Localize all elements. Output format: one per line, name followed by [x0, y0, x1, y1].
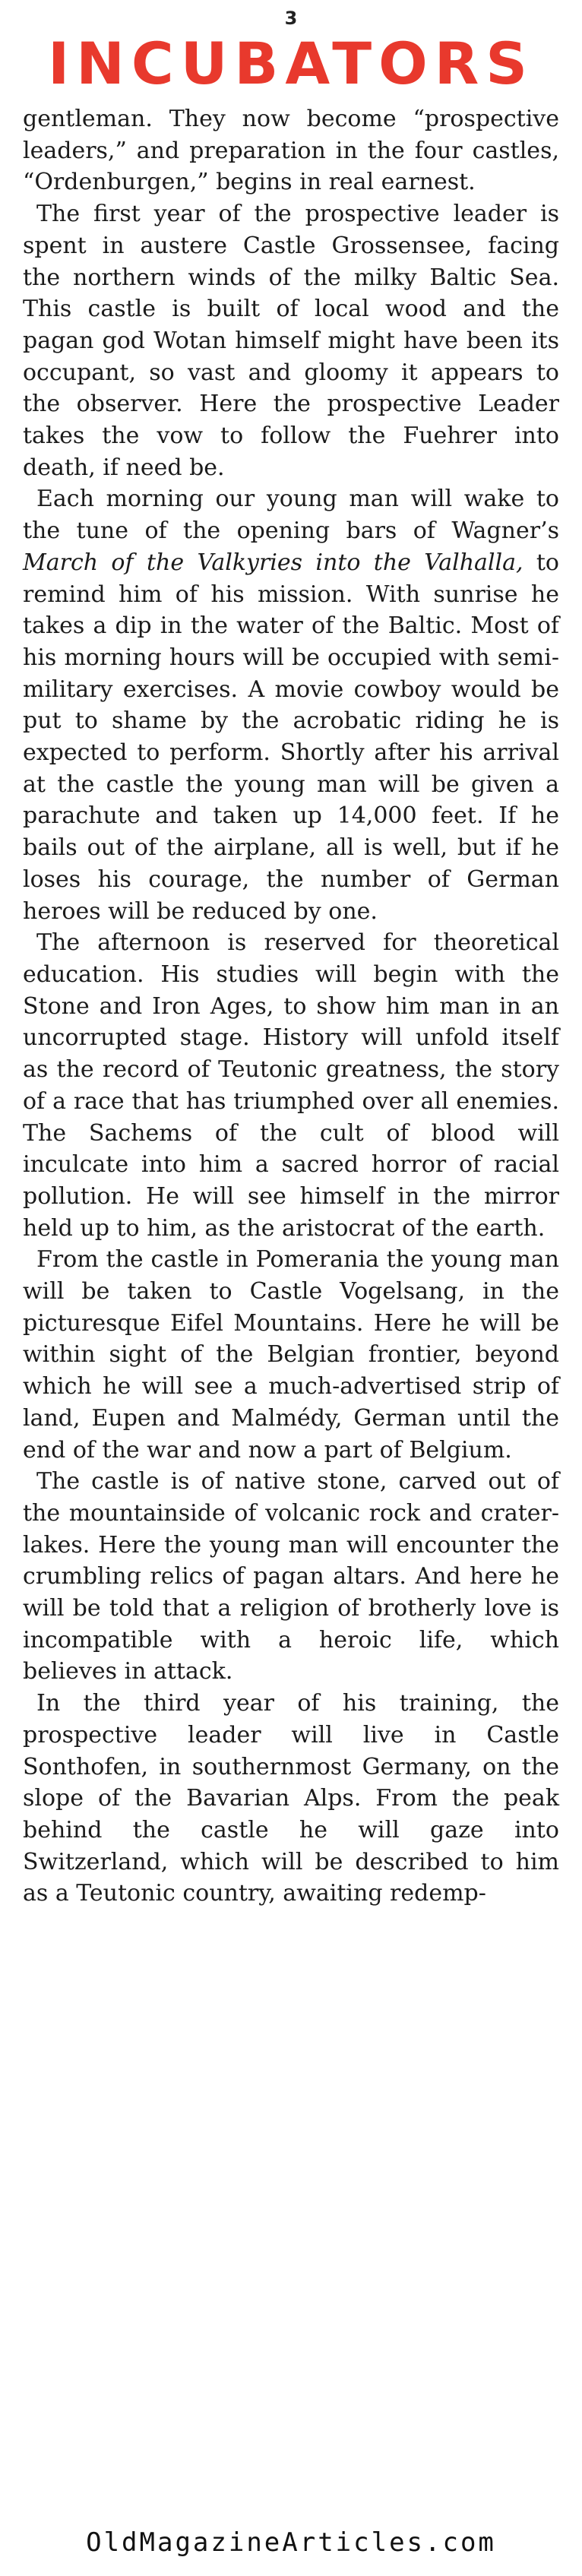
page-number: 3 — [284, 8, 298, 29]
paragraph-text-after-title: to remind him of his mission. With sunrise he takes a dip in the water of the Baltic. Most of his morning hours will be occupied with semi-military exercises. A movie cowboy would be put to shame by the acrobatic riding he is expected to perform. Shortly after his arrival at the castle the young man will be given a parachute and taken up 14,000 feet. If he bails out of the airplane, all is well, but if he loses his courage, the number of German heroes will be reduced by one. — [23, 549, 559, 925]
article-body — [23, 103, 559, 1910]
article-paragraph: In the third year of his training, the prospective leader will live in Castle Sonthofen, in southernmost Germany, on the slope of the Bavarian Alps. From the peak behind the castle he will gaze into Switzerland, which will be described to him as a Teutonic country, awaiting redemp- — [23, 1690, 559, 1907]
article-paragraph — [23, 483, 559, 927]
article-paragraph: The afternoon is reserved for theoretical education. His studies will begin with the Stone and Iron Ages, to show him man in an uncorrupted stage. History will unfold itself as the record of Teutonic greatness, the story of a race that has triumphed over all enemies. The Sachems of the cult of blood will inculcate into him a sacred horror of racial pollution. He will see himself in the mirror held up to him, as the aristocrat of the earth. — [23, 929, 559, 1242]
article-paragraph: The castle is of native stone, carved out of the mountainside of volcanic rock and crater-lakes. Here the young man will encounter the crumbling relics of pagan altars. And here he will be told that a religion of brotherly love is incompatible with a heroic life, which believes in attack. — [23, 1468, 559, 1685]
article-paragraph: From the castle in Pomerania the young man will be taken to Castle Vogelsang, in the picturesque Eifel Mountains. Here he will be within sight of the Belgian frontier, beyond which he will see a much-advertised strip of land, Eupen and Malmédy, German until the end of the war and now a part of Belgium. — [23, 1246, 559, 1464]
website-credit: OldMagazineArticles.com — [86, 2527, 496, 2558]
article-paragraph: The first year of the prospective leader is spent in austere Castle Grossensee, facing the northern winds of the milky Baltic Sea. This castle is built of local wood and the pagan god Wotan himself might have been its occupant, so vast and gloomy it appears to the observer. Here the prospective Leader takes the vow to follow the Fuehrer into death, if need be. — [23, 201, 559, 481]
article-paragraph: gentleman. They now become “prospective leaders,” and preparation in the four castles, “Ordenburgen,” begins in real earnest. — [23, 106, 559, 196]
article-headline: INCUBATORS — [48, 30, 534, 97]
italic-music-title: March of the Valkyries into the Valhalla, — [23, 549, 523, 576]
paragraph-text-before-title: Each morning our young man will wake to the tune of the opening bars of Wagner’s — [23, 486, 559, 545]
